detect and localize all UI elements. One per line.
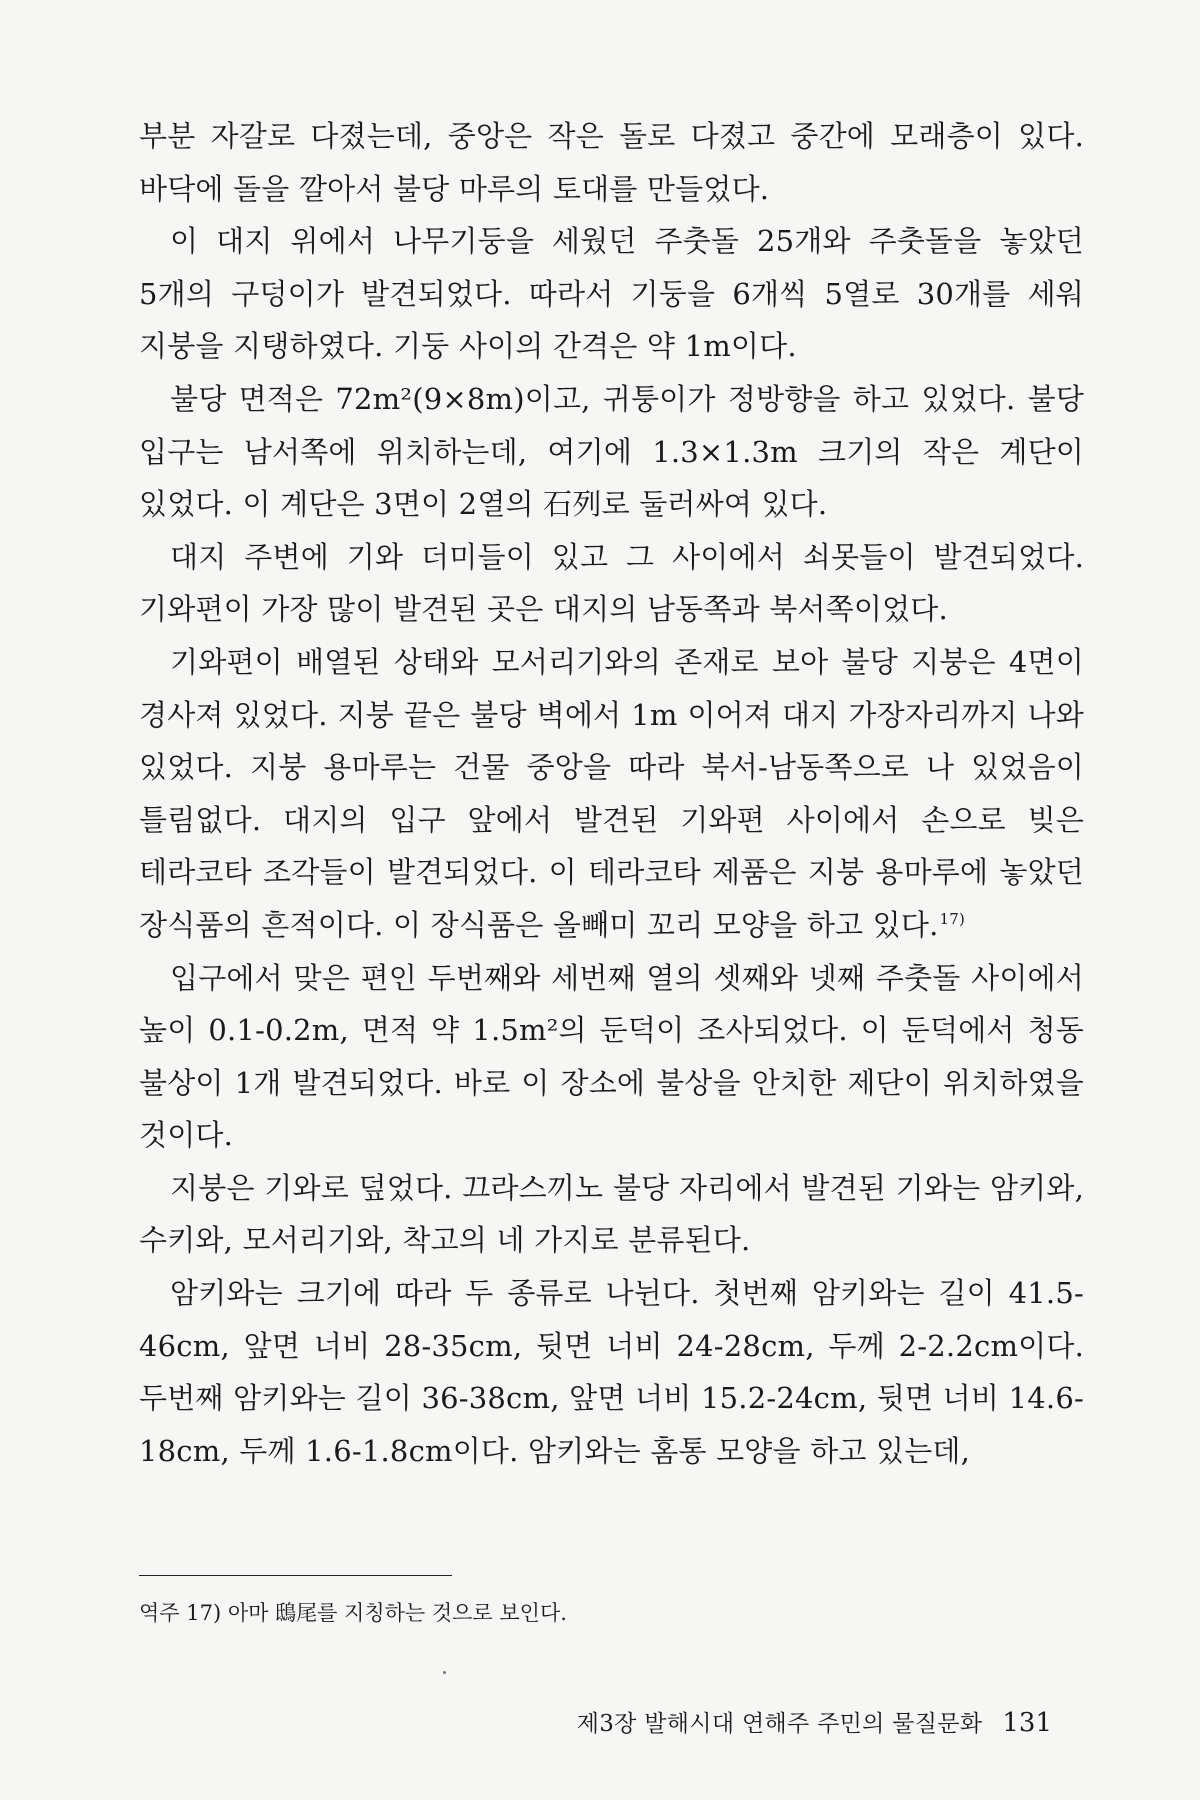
running-footer [577, 1705, 1052, 1738]
page-number: 131 [1002, 1708, 1052, 1738]
paragraph-with-footnote [139, 636, 1084, 952]
paragraph: 입구에서 맞은 편인 두번째와 세번째 열의 셋째와 넷째 주춧돌 사이에서 높이 0.1-0.2m, 면적 약 1.5m²의 둔덕이 조사되었다. 이 둔덕에서 청동 불상이 1개 발견되었다. 바로 이 장소에 불상을 안치한 제단이 위치하였을 것이다. [139, 960, 1084, 1153]
footnote-text: 역주 17) 아마 鴟尾를 지칭하는 것으로 보인다. [139, 1601, 567, 1625]
paragraph: 암키와는 크기에 따라 두 종류로 나뉜다. 첫번째 암키와는 길이 41.5-46cm, 앞면 너비 28-35cm, 뒷면 너비 24-28cm, 두께 2-2.2cm이다. 두번째 암키와는 길이 36-38cm, 앞면 너비 15.2-24cm, 뒷면 너비 14.6-18cm, 두께 1.6-1.8cm이다. 암키와는 홈통 모양을 하고 있는데, [139, 1276, 1084, 1468]
paragraph: 지붕은 기와로 덮었다. 끄라스끼노 불당 자리에서 발견된 기와는 암키와, 수키와, 모서리기와, 착고의 네 가지로 분류된다. [139, 1170, 1084, 1258]
footnote-reference[interactable]: 17) [939, 910, 966, 929]
paragraph-text: 기와편이 배열된 상태와 모서리기와의 존재로 보아 불당 지붕은 4면이 경사져 있었다. 지붕 끝은 불당 벽에서 1m 이어져 대지 가장자리까지 나와 있었다. 지붕 용마루는 건물 중앙을 따라 북서-남동쪽으로 나 있었음이 틀림없다. 대지의 입구 앞에서 발견된 기와편 사이에서 손으로 빚은 테라코타 조각들이 발견되었다. 이 테라코타 제품은 지붕 용마루에 놓았던 장식품의 흔적이다. 이 장식품은 올빼미 꼬리 모양을 하고 있다. [139, 644, 1084, 942]
paragraph: 부분 자갈로 다졌는데, 중앙은 작은 돌로 다졌고 중간에 모래층이 있다. 바닥에 돌을 깔아서 불당 마루의 토대를 만들었다. [139, 119, 1084, 206]
paragraph: 대지 주변에 기와 더미들이 있고 그 사이에서 쇠못들이 발견되었다. 기와편이 가장 많이 발견된 곳은 대지의 남동쪽과 북서쪽이었다. [139, 539, 1084, 627]
chapter-title: 제3장 발해시대 연해주 주민의 물질문화 [576, 1711, 983, 1737]
footnote-divider [139, 1575, 452, 1576]
paragraph: 이 대지 위에서 나무기둥을 세웠던 주춧돌 25개와 주춧돌을 놓았던 5개의 구덩이가 발견되었다. 따라서 기둥을 6개씩 5열로 30개를 세워 지붕을 지탱하였다. 기둥 사이의 간격은 약 1m이다. [139, 224, 1084, 364]
paragraph: 불당 면적은 72m²(9×8m)이고, 귀퉁이가 정방향을 하고 있었다. 불당 입구는 남서쪽에 위치하는데, 여기에 1.3×1.3m 크기의 작은 계단이 있었다. 이 계단은 3면이 2열의 石列로 둘러싸여 있다. [139, 381, 1084, 522]
body-text [139, 110, 1084, 1477]
scan-speck [443, 1671, 446, 1674]
